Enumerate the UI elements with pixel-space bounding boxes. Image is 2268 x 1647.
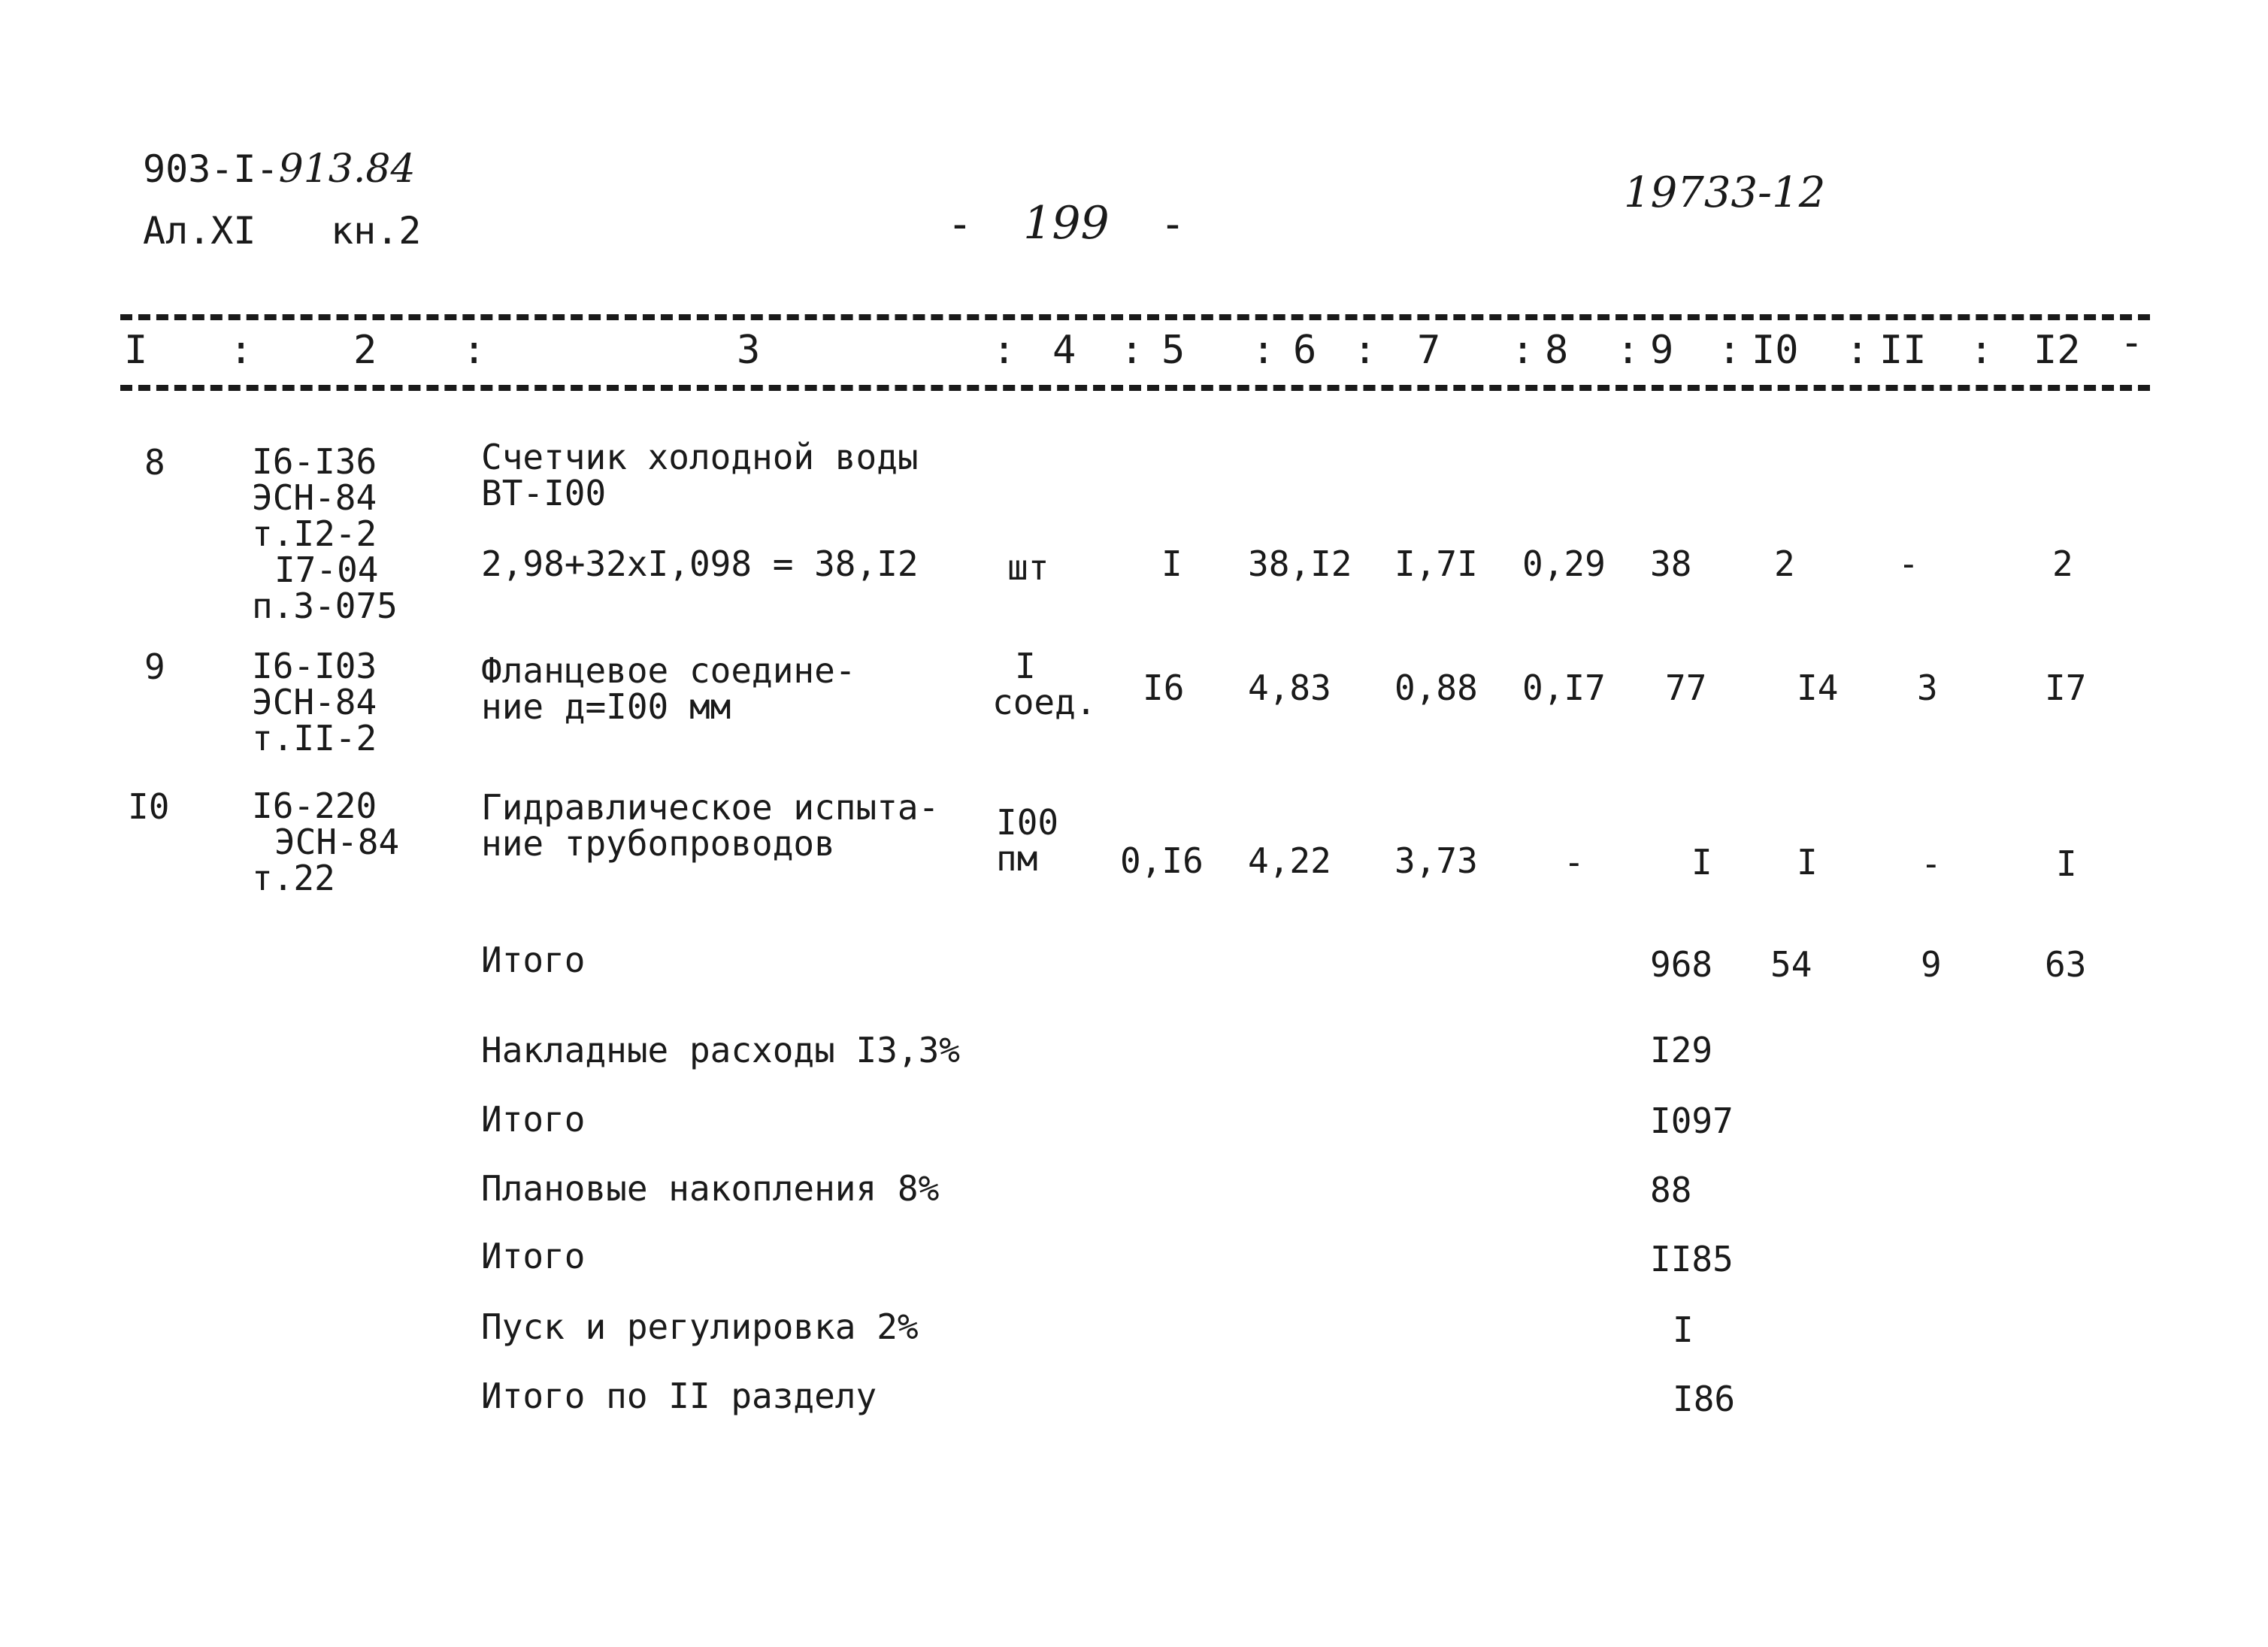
cell-5: I <box>1161 543 1182 584</box>
norm-code: I6-I03 ЭСН-84 т.II-2 <box>252 646 377 758</box>
norm-code: I6-I36 ЭСН-84 т.I2-2 I7-04 п.3-075 <box>252 441 398 626</box>
cell-8: - <box>1564 842 1585 883</box>
item-name: Гидравлическое испыта- ние трубопроводов <box>481 787 940 864</box>
col-end-dash: - <box>2120 320 2144 365</box>
col-sep: : <box>1970 328 1994 373</box>
stamp-number: 19733-12 <box>1624 168 1826 217</box>
total-c12: 63 <box>2045 944 2087 985</box>
cell-9: 77 <box>1665 668 1707 708</box>
col-sep: : <box>229 328 253 373</box>
col-sep: : <box>462 328 486 373</box>
row-number: 9 <box>144 646 165 687</box>
norm-code: I6-220 ЭСН-84 т.22 <box>252 786 400 898</box>
album-label: Ал.XI <box>143 209 256 253</box>
cell-11: - <box>1921 843 1942 884</box>
header-rule-top <box>120 314 2150 320</box>
total-label: Накладные расходы I3,3% <box>481 1030 960 1070</box>
col-header-10: I0 <box>1752 328 1799 373</box>
total-label: Итого <box>481 1099 586 1140</box>
page-number <box>947 197 1185 250</box>
item-name: Счетчик холодной воды ВТ-I00 <box>481 437 919 513</box>
total-c9: 968 <box>1650 944 1713 985</box>
col-header-12: I2 <box>2033 328 2081 373</box>
cell-5: 0,I6 <box>1120 840 1204 881</box>
total-c9: I29 <box>1650 1030 1713 1070</box>
cell-11: 3 <box>1917 668 1938 708</box>
unit: I00 пм <box>996 802 1059 879</box>
col-header-7: 7 <box>1417 328 1441 373</box>
cell-12: I <box>2056 843 2077 884</box>
unit: шт <box>1007 547 1049 588</box>
page-number-value: 199 <box>1023 197 1110 250</box>
col-sep: : <box>1718 328 1742 373</box>
col-header-4: 4 <box>1052 328 1076 373</box>
col-sep: : <box>1252 328 1276 373</box>
col-header-9: 9 <box>1650 328 1674 373</box>
col-header-11: II <box>1879 328 1927 373</box>
total-c9: I86 <box>1673 1379 1736 1419</box>
cell-8: 0,29 <box>1522 543 1606 584</box>
total-c11: 9 <box>1921 944 1942 985</box>
calc-formula: 2,98+32хI,098 = 38,I2 <box>481 543 919 584</box>
cell-10: I4 <box>1797 668 1839 708</box>
item-name: Фланцевое соедине- ние д=I00 мм <box>481 650 856 727</box>
cell-5: I6 <box>1143 668 1185 708</box>
col-header-6: 6 <box>1293 328 1317 373</box>
total-c9: 88 <box>1650 1170 1692 1210</box>
col-sep: : <box>1616 328 1640 373</box>
cell-6: 38,I2 <box>1248 543 1352 584</box>
cell-8: 0,I7 <box>1522 668 1606 708</box>
total-c9: I097 <box>1650 1101 1734 1141</box>
cell-7: 0,88 <box>1394 668 1478 708</box>
handwritten-code: 913.84 <box>278 147 416 192</box>
col-header-2: 2 <box>353 328 377 373</box>
cell-7: I,7I <box>1394 543 1478 584</box>
col-header-5: 5 <box>1161 328 1185 373</box>
unit: I соед. <box>992 646 1097 722</box>
cell-12: 2 <box>2052 543 2073 584</box>
total-label: Итого <box>481 940 586 980</box>
cell-10: 2 <box>1774 543 1795 584</box>
page-dash-right: - <box>1109 200 1185 249</box>
book-label: кн.2 <box>331 209 422 253</box>
cell-6: 4,22 <box>1248 840 1331 881</box>
cell-9: 38 <box>1650 543 1692 584</box>
col-header-1: I <box>124 328 148 373</box>
header-rule-bottom <box>120 385 2150 391</box>
total-c9: II85 <box>1650 1239 1734 1279</box>
total-label: Итого по II разделу <box>481 1376 877 1416</box>
cell-11: - <box>1898 543 1919 584</box>
total-label: Итого <box>481 1236 586 1276</box>
cell-7: 3,73 <box>1394 840 1478 881</box>
row-number: I0 <box>128 786 170 827</box>
total-c10: 54 <box>1770 944 1812 985</box>
total-c9: I <box>1673 1309 1694 1350</box>
total-label: Плановые накопления 8% <box>481 1168 940 1209</box>
col-header-3: 3 <box>737 328 761 373</box>
col-header-8: 8 <box>1545 328 1569 373</box>
col-sep: : <box>992 328 1016 373</box>
col-sep: : <box>1846 328 1870 373</box>
total-label: Пуск и регулировка 2% <box>481 1306 919 1347</box>
cell-6: 4,83 <box>1248 668 1331 708</box>
col-sep: : <box>1120 328 1144 373</box>
cell-10: I <box>1797 842 1818 883</box>
cell-9: I <box>1691 842 1712 883</box>
cell-12: I7 <box>2045 668 2087 708</box>
row-number: 8 <box>144 442 165 483</box>
page-dash-left: - <box>947 200 1024 249</box>
document-code: 903-I-913.84 <box>143 147 416 192</box>
col-sep: : <box>1353 328 1377 373</box>
col-sep: : <box>1511 328 1535 373</box>
